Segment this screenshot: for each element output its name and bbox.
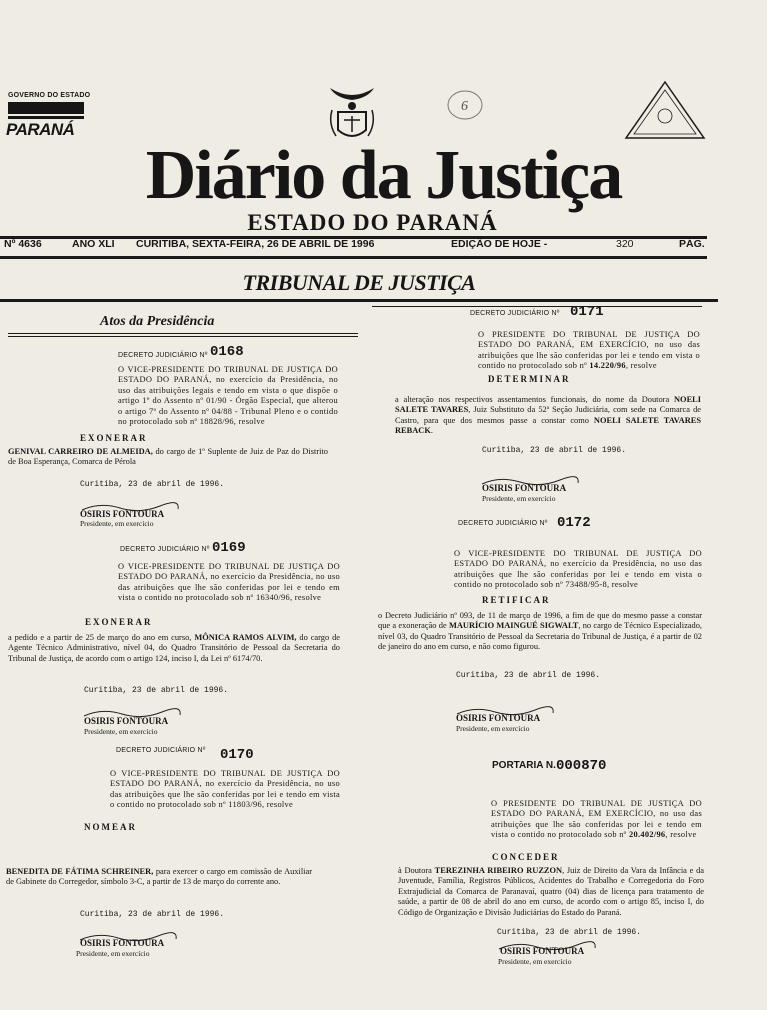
edition-place-date: CURITIBA, SEXTA-FEIRA, 26 DE ABRIL DE 1996 bbox=[136, 238, 375, 250]
atos-presidencia-title: Atos da Presidência bbox=[100, 314, 215, 329]
decreto-date: Curitiba, 23 de abril de 1996. bbox=[80, 480, 225, 489]
person-name: TEREZINHA RIBEIRO RUZZON bbox=[434, 866, 563, 875]
decreto-number: 0169 bbox=[212, 540, 246, 556]
decreto-date: Curitiba, 23 de abril de 1996. bbox=[80, 910, 225, 919]
decreto-number: 0170 bbox=[220, 747, 254, 763]
decreto-body bbox=[378, 611, 702, 653]
person-name: NOELI SALETE TAVARES bbox=[395, 395, 701, 415]
decreto-body bbox=[395, 395, 701, 437]
decreto-label: DECRETO JUDICIÁRIO Nº bbox=[120, 546, 210, 553]
signatory-role: Presidente, em exercício bbox=[456, 724, 530, 733]
body-text: a alteração nos respectivos assentamentos funcionais, do nome da Doutora bbox=[395, 395, 674, 404]
edition-year: ANO XLI bbox=[72, 238, 115, 250]
atos-rule-2 bbox=[8, 336, 358, 337]
edition-line bbox=[4, 238, 704, 254]
signatory-name: OSIRIS FONTOURA bbox=[482, 483, 567, 493]
decreto-body bbox=[8, 447, 328, 468]
portaria-intro bbox=[491, 799, 702, 841]
signatory-role: Presidente, em exercício bbox=[80, 519, 154, 528]
atos-rule bbox=[8, 333, 358, 334]
body-text: , resolve bbox=[625, 361, 657, 371]
decreto-label: DECRETO JUDICIÁRIO Nº bbox=[470, 310, 560, 317]
section-title: TRIBUNAL DE JUSTIÇA bbox=[242, 270, 476, 295]
portaria-label: PORTARIA N. bbox=[492, 760, 556, 771]
section-rule bbox=[0, 299, 718, 302]
right-column-rule bbox=[372, 306, 702, 307]
body-text: a pedido e a partir de 25 de março do ano em curso, bbox=[8, 633, 195, 642]
portaria-heading: CONCEDER bbox=[492, 852, 560, 862]
triangle-seal-icon bbox=[624, 80, 706, 140]
edition-number: Nº 4636 bbox=[4, 238, 42, 250]
newspaper-title: Diário da Justiça bbox=[145, 137, 622, 214]
svg-text:6: 6 bbox=[461, 99, 468, 114]
body-text: . bbox=[430, 426, 433, 436]
signatory-name: OSIRIS FONTOURA bbox=[80, 938, 165, 948]
decreto-number: 0168 bbox=[210, 344, 244, 360]
decreto-heading: DETERMINAR bbox=[488, 374, 571, 384]
person-name: MÔNICA RAMOS ALVIM, bbox=[194, 633, 297, 642]
signatory-role: Presidente, em exercício bbox=[498, 957, 572, 966]
decreto-label: DECRETO JUDICIÁRIO Nº bbox=[116, 747, 206, 754]
signatory-name: OSIRIS FONTOURA bbox=[80, 509, 165, 519]
decreto-number: 0171 bbox=[570, 304, 604, 320]
person-name: NOELI SALETE TAVARES REBACK bbox=[395, 415, 701, 436]
decreto-intro: O VICE-PRESIDENTE DO TRIBUNAL DE JUSTIÇA DO ESTADO DO PARANÁ, no exercício da Presidência, no uso das atribuições que lhe são conferidas por lei e tendo em vista o contido no protocolado sob nº 11803/96, resolve bbox=[110, 769, 340, 810]
edition-pages: 320 bbox=[616, 238, 634, 250]
handwritten-page-number bbox=[446, 88, 484, 122]
decreto-intro bbox=[478, 330, 700, 372]
signatory-role: Presidente, em exercício bbox=[76, 949, 150, 958]
signatory-name: OSIRIS FONTOURA bbox=[500, 946, 585, 956]
decreto-number: 0172 bbox=[557, 515, 591, 531]
body-text: , Juiz Substituto da 52ª Seção Judiciária, com sede na Comarca de Castro, para que dos mesmos passe a constar como bbox=[395, 405, 701, 425]
signatory-role: Presidente, em exercício bbox=[84, 727, 158, 736]
decreto-heading: EXONERAR bbox=[80, 433, 148, 443]
decreto-label: DECRETO JUDICIÁRIO Nº bbox=[458, 520, 548, 527]
signatory-name: OSIRIS FONTOURA bbox=[456, 713, 541, 723]
gov-logo-bar bbox=[8, 102, 84, 114]
newspaper-subtitle: ESTADO DO PARANÁ bbox=[247, 210, 498, 235]
signatory-role: Presidente, em exercício bbox=[482, 494, 556, 503]
portaria-body bbox=[398, 866, 704, 918]
body-text: O PRESIDENTE DO TRIBUNAL DE JUSTIÇA DO ESTADO DO PARANÁ, EM EXERCÍCIO, no uso das atribuições que lhe são conferidas por lei e tendo em vista o contido no protocolado sob nº bbox=[491, 799, 702, 840]
decreto-body bbox=[8, 633, 340, 664]
decreto-heading: EXONERAR bbox=[85, 617, 153, 627]
person-name: MAURÍCIO MAINGUÉ SIGWALT bbox=[448, 621, 579, 631]
edition-label: EDIÇÃO DE HOJE - bbox=[451, 238, 548, 250]
decreto-date: Curitiba, 23 de abril de 1996. bbox=[84, 686, 229, 695]
person-name: GENIVAL CARREIRO DE ALMEIDA, bbox=[8, 447, 153, 456]
protocol-number: 20.402/96 bbox=[628, 830, 666, 840]
decreto-heading: RETIFICAR bbox=[482, 595, 551, 605]
body-text: do cargo de 1º Suplente de Juiz de Paz do Distrito de Boa Esperança, Comarca de Pérola bbox=[8, 447, 328, 467]
body-text: o Decreto Judiciário nº 093, de 11 de março de 1996, a fim de que do mesmo passe a constar que a exoneração de bbox=[378, 611, 702, 631]
body-text: O PRESIDENTE DO TRIBUNAL DE JUSTIÇA DO ESTADO DO PARANÁ, EM EXERCÍCIO, no uso das atribuições que lhe são conferidas por lei e tendo em vista o contido no protocolado sob nº bbox=[478, 330, 700, 371]
body-text: à Doutora bbox=[398, 866, 435, 875]
decreto-date: Curitiba, 23 de abril de 1996. bbox=[482, 446, 627, 455]
edition-pag-label: PÁG. bbox=[679, 238, 705, 250]
decreto-date: Curitiba, 23 de abril de 1996. bbox=[456, 671, 601, 680]
decreto-intro: O VICE-PRESIDENTE DO TRIBUNAL DE JUSTIÇA DO ESTADO DO PARANÁ, no exercício da Presidência, no uso das atribuições que lhe são conferidas por lei e tendo em vista o contido no protocolado sob nº 16340/96, resolve bbox=[118, 562, 340, 603]
body-text: , resolve bbox=[665, 830, 697, 840]
protocol-number: 14.220/96 bbox=[589, 361, 626, 371]
decreto-intro: O VICE-PRESIDENTE DO TRIBUNAL DE JUSTIÇA DO ESTADO DO PARANÁ, no exercício da Presidência, no uso das atribuições legais e tendo em vista o que dispõe o artigo 1º do Assento nº 01/90 - Órgão Especial, que alterou o artigo 7º do Assento nº 04/88 - Tribunal Pleno e o contido no protocolado sob nº 18828/96, resolve bbox=[118, 365, 338, 427]
body-text: , no cargo de Técnico Especializado, nível 03, do Quadro Transitório de Pessoal da Secretaria do Tribunal de Justiça, é a partir de 02 de janeiro do ano em curso, e não como figurou. bbox=[378, 621, 702, 652]
gov-state-logo: PARANÁ bbox=[6, 120, 75, 139]
person-name: BENEDITA DE FÁTIMA SCHREINER, bbox=[6, 867, 154, 876]
decreto-heading: NOMEAR bbox=[84, 822, 137, 832]
decreto-label: DECRETO JUDICIÁRIO Nº bbox=[118, 352, 208, 359]
gov-logo-bar-thin bbox=[8, 116, 84, 119]
decreto-body bbox=[6, 867, 312, 888]
edition-rule bbox=[0, 256, 707, 259]
portaria-date: Curitiba, 23 de abril de 1996. bbox=[497, 928, 642, 937]
gov-label: GOVERNO DO ESTADO bbox=[8, 92, 91, 99]
body-text: para exercer o cargo em comissão de Auxiliar de Gabinete do Corregedor, símbolo 3-C, a partir de 13 de março do corrente ano. bbox=[6, 867, 313, 887]
body-text: do cargo de Agente Técnico Administrativo, nível 04, do Quadro Transitório de Pessoal da Secretaria do Tribunal de Justiça, de acordo com o artigo 124, inciso I, da Lei nº 6174/70. bbox=[8, 633, 340, 663]
portaria-number: 000870 bbox=[556, 758, 607, 774]
signatory-name: OSIRIS FONTOURA bbox=[84, 716, 169, 726]
decreto-intro: O VICE-PRESIDENTE DO TRIBUNAL DE JUSTIÇA DO ESTADO DO PARANÁ, no exercício da Presidência, no uso das atribuições que lhe são conferidas por lei e tendo em vista o contido no protocolado sob nº 73488/95-8, resolve bbox=[454, 549, 702, 590]
body-text: , Juiz de Direito da Vara da Infância e da Juventude, Família, Registros Públicos, Acidentes do Trabalho e Corregedoria do Foro Extrajudicial da Comarca de Paranavaí, quatro (04) dias de licença para tratamento de saúde, a partir de 08 de abril do ano em curso, de acordo com o artigo 85, inciso I, do Código de Organização e Divisão Judiciárias do Estado do Paraná. bbox=[398, 866, 705, 917]
